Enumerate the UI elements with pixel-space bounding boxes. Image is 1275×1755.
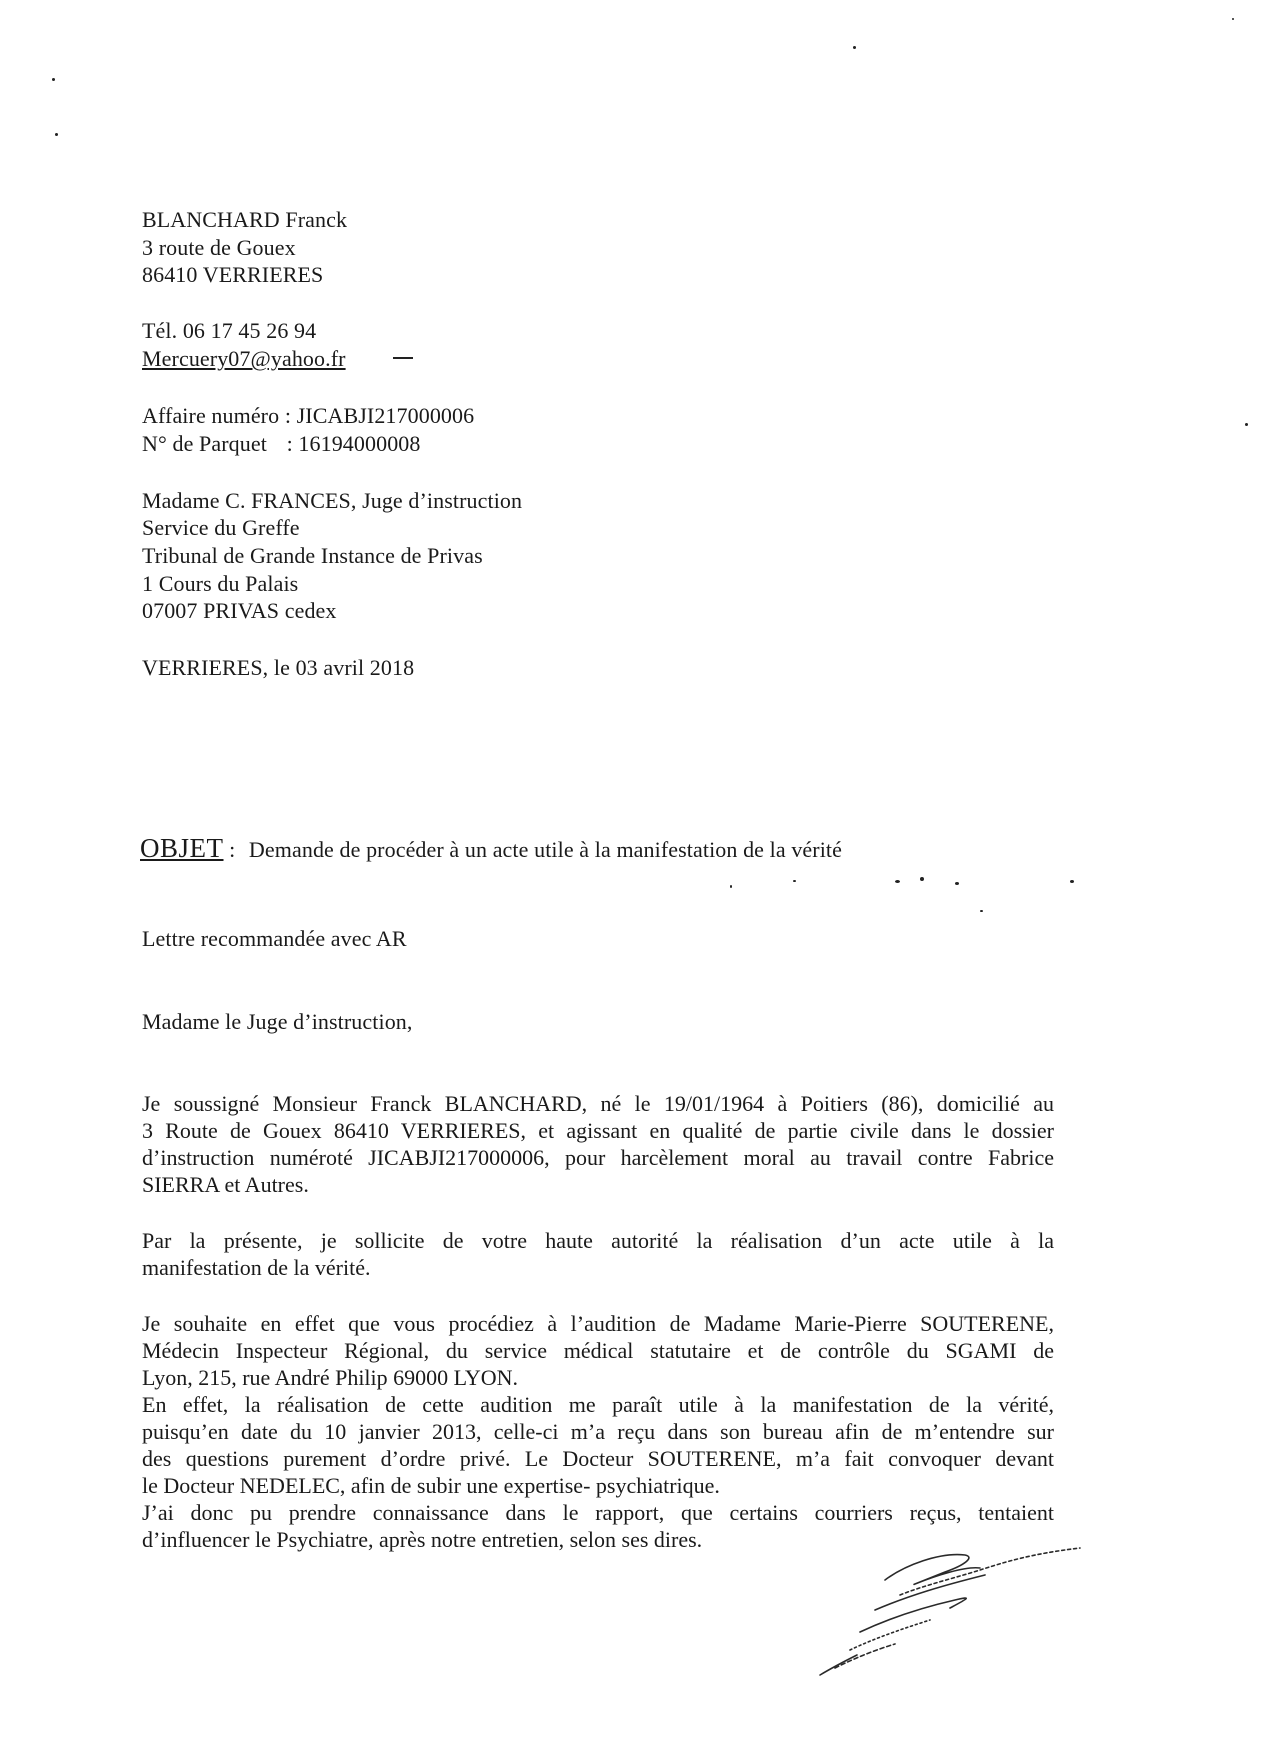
scan-speck (1232, 18, 1234, 20)
paragraph-line: J’ai donc pu prendre connaissance dans le rapport, que certains courriers reçus, tentaient (142, 1500, 1054, 1525)
paragraph-line: En effet, la réalisation de cette audition me paraît utile à la manifestation de la vérité, (142, 1392, 1054, 1417)
scan-speck (1070, 880, 1074, 883)
scan-speck (955, 882, 959, 885)
paragraph-line: Je soussigné Monsieur Franck BLANCHARD, né le 19/01/1964 à Poitiers (86), domicilié au (142, 1091, 1054, 1116)
sender-phone: Tél. 06 17 45 26 94 (142, 318, 317, 343)
objet-text: Demande de procéder à un acte utile à la manifestation de la vérité (248, 837, 843, 862)
date-line: VERRIERES, le 03 avril 2018 (142, 655, 415, 680)
recipient-line-1: Madame C. FRANCES, Juge d’instruction (142, 488, 523, 513)
scan-speck (853, 46, 856, 49)
scan-speck (730, 885, 732, 888)
email-dash-mark (393, 357, 413, 359)
salutation: Madame le Juge d’instruction, (142, 1009, 413, 1034)
recipient-line-2: Service du Greffe (142, 515, 300, 540)
recipient-line-3: Tribunal de Grande Instance de Privas (142, 543, 483, 568)
scan-speck (55, 133, 58, 136)
parquet-value: : 16194000008 (286, 431, 421, 456)
recipient-line-4: 1 Cours du Palais (142, 571, 299, 596)
scan-speck (1245, 423, 1248, 426)
scan-speck (980, 910, 983, 912)
sender-email[interactable]: Mercuery07@yahoo.fr (142, 346, 346, 371)
sender-city: 86410 VERRIERES (142, 262, 324, 287)
paragraph-line: d’influencer le Psychiatre, après notre entretien, selon ses dires. (142, 1527, 703, 1552)
paragraph-line: Par la présente, je sollicite de votre haute autorité la réalisation d’un acte utile à la (142, 1228, 1054, 1253)
paragraph-line: des questions purement d’ordre privé. Le Docteur SOUTERENE, m’a fait convoquer devant (142, 1446, 1054, 1471)
recipient-line-5: 07007 PRIVAS cedex (142, 598, 337, 623)
delivery-mode: Lettre recommandée avec AR (142, 926, 407, 951)
parquet-number (142, 430, 421, 457)
paragraph-line: Médecin Inspecteur Régional, du service médical statutaire et de contrôle du SGAMI de (142, 1338, 1054, 1363)
paragraph-line: puisqu’en date du 10 janvier 2013, celle-ci m’a reçu dans son bureau afin de m’entendre sur (142, 1419, 1054, 1444)
paragraph-line: 3 Route de Gouex 86410 VERRIERES, et agissant en qualité de partie civile dans le dossier (142, 1118, 1054, 1143)
paragraph-line: le Docteur NEDELEC, afin de subir une expertise- psychiatrique. (142, 1473, 720, 1498)
scan-speck (793, 880, 796, 882)
paragraph-3 (142, 1310, 1054, 1553)
parquet-label: N° de Parquet (142, 431, 267, 456)
scan-speck (895, 880, 900, 883)
sender-street: 3 route de Gouex (142, 235, 296, 260)
paragraph-line: Je souhaite en effet que vous procédiez à l’audition de Madame Marie-Pierre SOUTERENE, (142, 1311, 1054, 1336)
objet-line (140, 835, 842, 863)
objet-separator: : (223, 837, 236, 862)
paragraph-2 (142, 1227, 1054, 1281)
scan-speck (52, 78, 55, 81)
paragraph-line: Lyon, 215, rue André Philip 69000 LYON. (142, 1365, 519, 1390)
paragraph-1 (142, 1090, 1054, 1198)
objet-label: OBJET (140, 833, 224, 863)
scan-speck (920, 877, 924, 881)
paragraph-line: d’instruction numéroté JICABJI217000006, pour harcèlement moral au travail contre Fabrice (142, 1145, 1054, 1170)
handwritten-signature (815, 1540, 1095, 1680)
sender-name: BLANCHARD Franck (142, 207, 348, 232)
paragraph-line: manifestation de la vérité. (142, 1255, 371, 1280)
paragraph-line: SIERRA et Autres. (142, 1172, 309, 1197)
affaire-number: Affaire numéro : JICABJI217000006 (142, 403, 475, 428)
